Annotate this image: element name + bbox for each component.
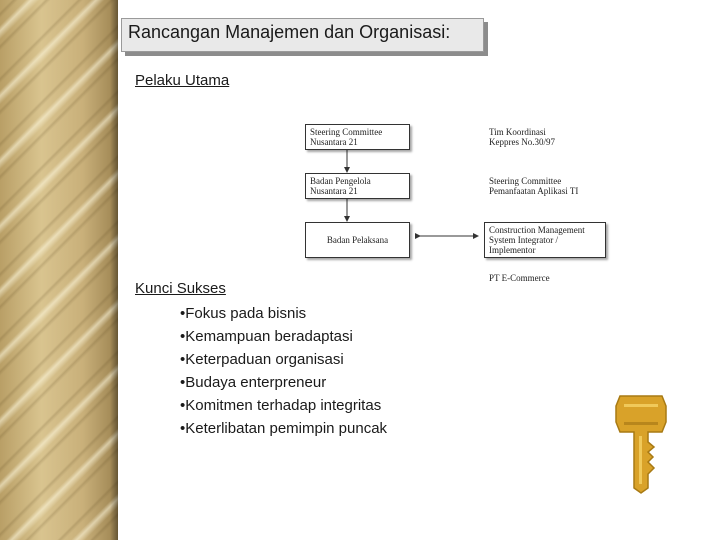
list-item: •Fokus pada bisnis — [180, 305, 307, 322]
label-pemanfaatan-line2: Pemanfaatan Aplikasi TI — [489, 186, 579, 196]
box-construction-line1: Construction Management — [489, 225, 585, 235]
box-pengelola-line2: Nusantara 21 — [310, 186, 358, 196]
box-pengelola-line1: Badan Pengelola — [310, 176, 371, 186]
key-highlight — [624, 404, 658, 407]
label-pt-ecommerce: PT E-Commerce — [489, 273, 550, 283]
box-steering-line2: Nusantara 21 — [310, 137, 358, 147]
pelaku-utama-heading: Pelaku Utama — [135, 72, 230, 89]
box-construction-line3: Implementor — [489, 245, 536, 255]
label-tim-koordinasi — [489, 127, 555, 147]
label-tim-line2: Keppres No.30/97 — [489, 137, 555, 147]
box-steering-committee — [305, 124, 410, 150]
page-title: Rancangan Manajemen dan Organisasi: — [128, 22, 451, 42]
key-blade-highlight — [639, 436, 642, 484]
box-badan-pelaksana — [305, 222, 410, 258]
kunci-sukses-list — [180, 302, 387, 440]
box-steering-line1: Steering Committee — [310, 127, 383, 137]
key-shadow — [624, 422, 658, 425]
list-item: •Keterpaduan organisasi — [180, 351, 344, 368]
box-pelaksana-label: Badan Pelaksana — [326, 235, 389, 245]
label-tim-line1: Tim Koordinasi — [489, 127, 546, 137]
label-pemanfaatan-line1: Steering Committee — [489, 176, 562, 186]
box-construction-line2: System Integrator / — [489, 235, 558, 245]
list-item: •Komitmen terhadap integritas — [180, 397, 382, 414]
list-item: •Kemampuan beradaptasi — [180, 328, 353, 345]
list-item: •Budaya enterpreneur — [180, 374, 327, 391]
label-steering-pemanfaatan — [489, 176, 578, 196]
box-badan-pengelola — [305, 173, 410, 199]
box-construction-management — [484, 222, 606, 258]
key-icon — [612, 392, 670, 494]
list-item: •Keterlibatan pemimpin puncak — [180, 420, 388, 437]
kunci-sukses-heading: Kunci Sukses — [135, 280, 226, 297]
